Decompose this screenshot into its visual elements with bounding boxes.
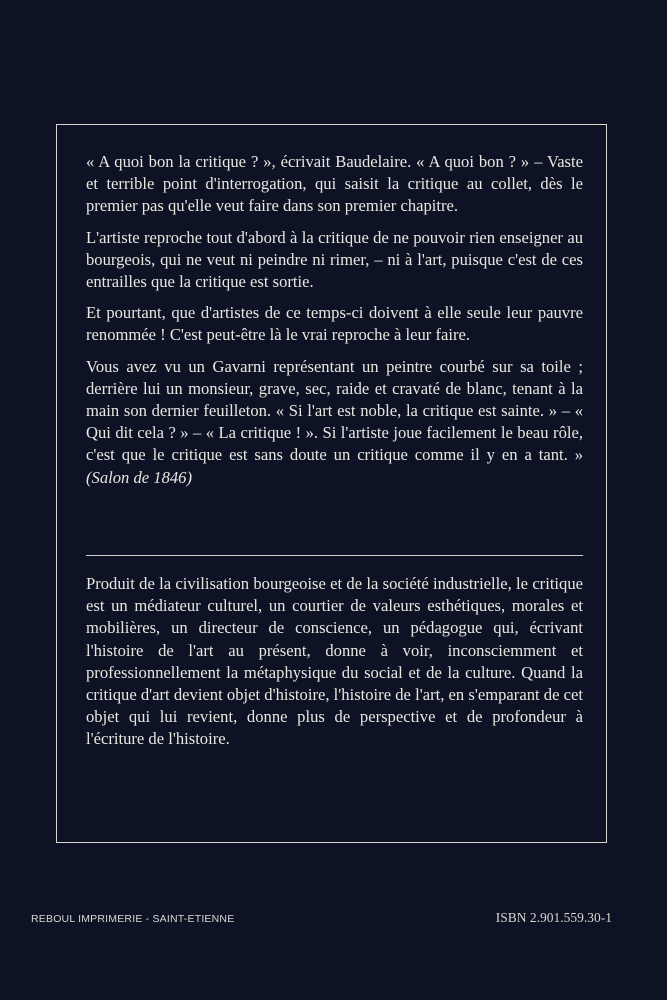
text-frame (56, 124, 607, 843)
quote-paragraph-4-text: Vous avez vu un Gavarni représentant un peintre courbé sur sa toile ; derrière lui un monsieur, grave, sec, raide et cravaté de blanc, tenant à la main son dernier feuilleton. « Si l'art est noble, la critique est sainte. » – « Qui dit cela ? » – « La critique ! ». Si l'artiste joue facilement le beau rôle, c'est que le critique est sans doute un critique comme il y en a tant. » (86, 356, 583, 465)
quote-paragraph-3: Et pourtant, que d'artistes de ce temps-ci doivent à elle seule leur pauvre renommée ! C'est peut-être là le vrai reproche à leur faire. (86, 303, 583, 345)
quote-paragraph-4 (86, 356, 583, 489)
printer-credit: REBOUL IMPRIMERIE - SAINT-ETIENNE (31, 913, 235, 925)
summary-paragraph: Produit de la civilisation bourgeoise et de la société industrielle, le critique est un médiateur culturel, un courtier de valeurs esthétiques, morales et mobilières, un directeur de conscience, un pédagogue qui, écrivant l'histoire de l'art au présent, donne à voir, inconsciemment et professionnellement la métaphysique du social et de la culture. Quand la critique d'art devient objet d'histoire, l'histoire de l'art, en s'emparant de cet objet qui lui revient, donne plus de perspective et de profondeur à l'écriture de l'histoire. (86, 574, 583, 749)
isbn: ISBN 2.901.559.30-1 (495, 910, 612, 925)
quote-paragraph-1: « A quoi bon la critique ? », écrivait Baudelaire. « A quoi bon ? » – Vaste et terrible point d'interrogation, qui saisit la critique au collet, dès le premier pas qu'elle veut faire dans son premier chapitre. (86, 152, 583, 216)
book-summary (86, 573, 583, 751)
section-divider (86, 555, 583, 556)
quote-paragraph-2: L'artiste reproche tout d'abord à la critique de ne pouvoir rien enseigner au bourgeois, qui ne veut ni peindre ni rimer, – ni à l'art, puisque c'est de ces entrailles que la critique est sortie. (86, 227, 583, 292)
quote-citation: (Salon de 1846) (86, 467, 192, 487)
baudelaire-quote (86, 151, 583, 498)
